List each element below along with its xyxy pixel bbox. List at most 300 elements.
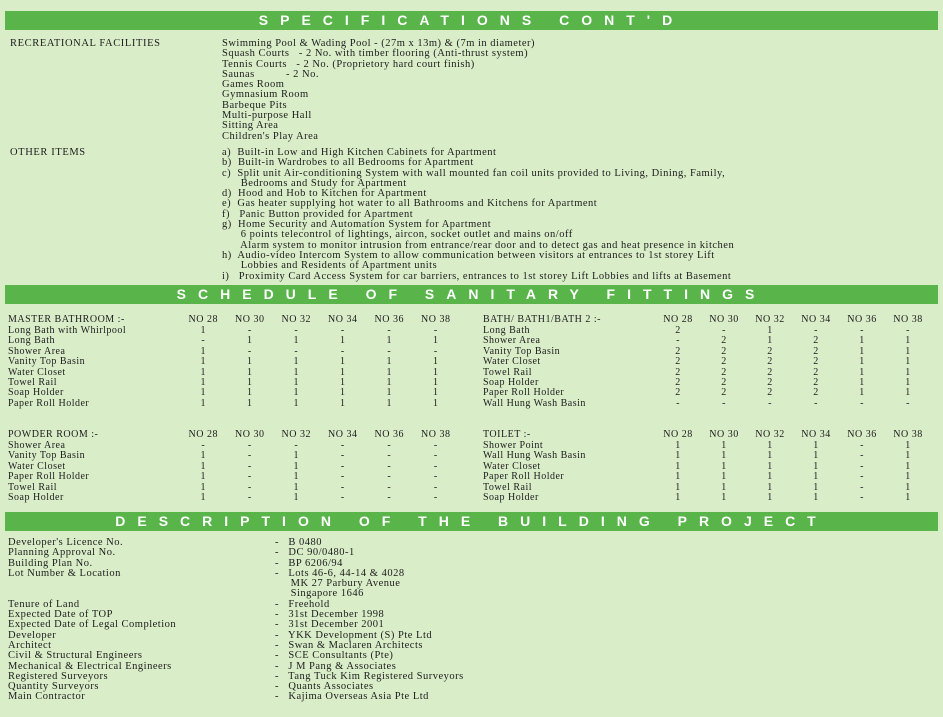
column-header: NO 28 xyxy=(663,429,693,440)
fitting-quantity: 1 xyxy=(767,325,773,336)
recreational-facility-item: Saunas - 2 No. xyxy=(222,68,319,80)
fitting-quantity: 1 xyxy=(721,481,727,493)
fitting-quantity: - xyxy=(340,325,345,336)
fitting-quantity: 2 xyxy=(767,366,773,378)
fitting-quantity: 1 xyxy=(200,491,206,503)
fitting-quantity: - xyxy=(387,491,392,503)
other-item: Bedrooms and Study for Apartment xyxy=(222,177,407,189)
fitting-quantity: - xyxy=(340,471,345,483)
recreational-facility-item: Squash Courts - 2 No. with timber flooring (Anti-thrust system) xyxy=(222,48,529,60)
column-header: NO 36 xyxy=(847,314,877,325)
fitting-quantity: 1 xyxy=(767,491,773,503)
column-header: NO 34 xyxy=(801,429,831,440)
fitting-quantity: - xyxy=(722,397,726,409)
column-header: NO 28 xyxy=(663,314,693,325)
project-field-label xyxy=(8,579,176,589)
fitting-quantity: 2 xyxy=(767,345,773,357)
fitting-quantity: 1 xyxy=(293,481,299,493)
fitting-quantity: 1 xyxy=(767,471,773,483)
other-items-label: OTHER ITEMS xyxy=(10,147,86,158)
fitting-quantity: 2 xyxy=(675,387,681,399)
table-row xyxy=(8,472,473,482)
powder-room-table xyxy=(8,428,473,503)
fitting-quantity: 1 xyxy=(200,356,206,368)
fitting-quantity: 1 xyxy=(859,345,865,357)
fitting-quantity: 1 xyxy=(675,481,681,493)
fitting-quantity: 1 xyxy=(721,491,727,503)
fitting-name: Towel Rail xyxy=(8,376,58,388)
fitting-quantity: - xyxy=(387,450,392,462)
column-header: NO 38 xyxy=(421,314,451,325)
table-row xyxy=(483,357,938,367)
project-field-value: - Kajima Overseas Asia Pte Ltd xyxy=(275,691,429,703)
column-header: NO 36 xyxy=(374,314,404,325)
column-header: NO 30 xyxy=(235,314,265,325)
table-row xyxy=(8,357,473,367)
fitting-quantity: 1 xyxy=(200,397,206,409)
fitting-quantity: 1 xyxy=(200,481,206,493)
fitting-quantity: 2 xyxy=(721,335,727,347)
fitting-quantity: 1 xyxy=(721,440,727,451)
fitting-name: Soap Holder xyxy=(8,491,64,503)
fitting-quantity: 1 xyxy=(340,335,346,347)
project-field-label: Building Plan No. xyxy=(8,557,93,569)
fitting-quantity: 1 xyxy=(905,450,911,462)
fitting-quantity: 2 xyxy=(675,356,681,368)
table-row xyxy=(8,399,473,409)
fitting-quantity: 1 xyxy=(200,325,206,336)
other-item: a) Built-in Low and High Kitchen Cabinets for Apartment xyxy=(222,147,497,158)
table-row xyxy=(483,451,938,461)
fitting-quantity: 1 xyxy=(813,471,819,483)
column-header: NO 38 xyxy=(421,429,451,440)
fitting-quantity: 1 xyxy=(859,387,865,399)
table-row xyxy=(483,399,938,409)
fitting-quantity: 2 xyxy=(813,376,819,388)
fitting-quantity: 1 xyxy=(675,471,681,483)
fitting-quantity: 1 xyxy=(905,356,911,368)
fitting-name: Wall Hung Wash Basin xyxy=(483,397,586,409)
fitting-quantity: - xyxy=(860,491,864,503)
recreational-facility-item: Tennis Courts - 2 No. (Proprietory hard court finish) xyxy=(222,58,475,70)
fitting-quantity: - xyxy=(387,460,392,472)
fitting-name: Towel Rail xyxy=(8,481,58,493)
fitting-quantity: 2 xyxy=(721,345,727,357)
fitting-quantity: - xyxy=(340,460,345,472)
fitting-quantity: - xyxy=(860,460,864,472)
fitting-quantity: 1 xyxy=(247,397,253,409)
fitting-quantity: 2 xyxy=(675,376,681,388)
section-band-building-project: DESCRIPTION OF THE BUILDING PROJECT xyxy=(5,512,938,531)
project-field-value: MK 27 Parbury Avenue xyxy=(275,578,401,590)
table-title: POWDER ROOM :- xyxy=(8,429,99,440)
column-header: NO 32 xyxy=(755,429,785,440)
fitting-quantity: 1 xyxy=(293,335,299,347)
fitting-name: Long Bath xyxy=(483,325,530,336)
fitting-quantity: 1 xyxy=(859,335,865,347)
recreational-facility-item: Swimming Pool & Wading Pool - (27m x 13m) & (7m in diameter) xyxy=(222,38,536,49)
fitting-quantity: 1 xyxy=(386,366,392,378)
other-item: f) Panic Button provided for Apartment xyxy=(222,208,414,220)
column-header: NO 32 xyxy=(755,314,785,325)
fitting-quantity: - xyxy=(814,397,818,409)
fitting-quantity: 1 xyxy=(247,335,253,347)
fitting-quantity: - xyxy=(676,335,680,347)
column-header: NO 38 xyxy=(893,429,923,440)
fitting-quantity: 2 xyxy=(813,356,819,368)
fitting-quantity: 2 xyxy=(767,376,773,388)
project-field-label: Lot Number & Location xyxy=(8,567,121,579)
fitting-quantity: 1 xyxy=(293,387,299,399)
column-header: NO 34 xyxy=(328,314,358,325)
fitting-quantity: 1 xyxy=(386,397,392,409)
fitting-quantity: - xyxy=(247,491,252,503)
fitting-quantity: - xyxy=(433,491,438,503)
fitting-quantity: 2 xyxy=(813,345,819,357)
fitting-quantity: - xyxy=(340,345,345,357)
project-field-label: Architect xyxy=(8,639,52,651)
fitting-quantity: 1 xyxy=(767,335,773,347)
project-field-value: - Tang Tuck Kim Registered Surveyors xyxy=(275,670,464,682)
fitting-name: Soap Holder xyxy=(8,387,64,399)
fitting-quantity: 1 xyxy=(386,376,392,388)
fitting-quantity: - xyxy=(294,440,299,451)
fitting-quantity: 2 xyxy=(813,387,819,399)
fitting-quantity: 1 xyxy=(433,335,439,347)
fitting-quantity: 1 xyxy=(813,450,819,462)
fitting-quantity: - xyxy=(906,397,910,409)
other-item: g) Home Security and Automation System for Apartment xyxy=(222,219,492,231)
project-field-label: Quantity Surveyors xyxy=(8,681,99,693)
fitting-quantity: - xyxy=(860,440,864,451)
project-field-value: - SCE Consultants (Pte) xyxy=(275,650,394,662)
fitting-quantity: 1 xyxy=(813,491,819,503)
table-row xyxy=(483,493,938,503)
fitting-quantity: 1 xyxy=(905,491,911,503)
fitting-quantity: 1 xyxy=(905,345,911,357)
project-field-value: - Swan & Maclaren Architects xyxy=(275,639,423,651)
fitting-name: Paper Roll Holder xyxy=(8,397,90,409)
table-row xyxy=(8,493,473,503)
section-band-specifications: SPECIFICATIONS CONT'D xyxy=(5,11,938,30)
fitting-name: Vanity Top Basin xyxy=(483,345,561,357)
fitting-quantity: - xyxy=(247,345,252,357)
fitting-name: Water Closet xyxy=(483,356,541,368)
fitting-quantity: 1 xyxy=(433,376,439,388)
fitting-quantity: 1 xyxy=(767,481,773,493)
table-row xyxy=(8,368,473,378)
fitting-quantity: 1 xyxy=(767,450,773,462)
fitting-quantity: - xyxy=(201,440,206,451)
table-title: TOILET :- xyxy=(483,429,531,440)
fitting-name: Towel Rail xyxy=(483,366,533,378)
table-row xyxy=(8,483,473,493)
fitting-quantity: 1 xyxy=(293,450,299,462)
fitting-quantity: - xyxy=(340,450,345,462)
fitting-quantity: 1 xyxy=(905,471,911,483)
fitting-quantity: 2 xyxy=(767,356,773,368)
fitting-name: Paper Roll Holder xyxy=(483,387,565,399)
fitting-name: Wall Hung Wash Basin xyxy=(483,450,586,462)
fitting-name: Shower Area xyxy=(483,335,541,347)
fitting-quantity: 1 xyxy=(433,387,439,399)
fitting-quantity: - xyxy=(387,471,392,483)
fitting-name: Shower Point xyxy=(483,440,544,451)
fitting-quantity: - xyxy=(814,325,818,336)
table-header xyxy=(8,428,473,441)
fitting-quantity: 1 xyxy=(340,397,346,409)
project-field-value: Singapore 1646 xyxy=(275,588,364,600)
fitting-quantity: - xyxy=(247,325,252,336)
fitting-quantity: - xyxy=(722,325,726,336)
table-header xyxy=(483,313,938,326)
fitting-quantity: 1 xyxy=(721,450,727,462)
fitting-name: Paper Roll Holder xyxy=(483,471,565,483)
project-field-label: Developer xyxy=(8,629,57,641)
fitting-quantity: 1 xyxy=(905,376,911,388)
fitting-quantity: - xyxy=(247,471,252,483)
fitting-name: Shower Area xyxy=(8,440,66,451)
fitting-quantity: 1 xyxy=(293,460,299,472)
fitting-quantity: 1 xyxy=(905,481,911,493)
fitting-quantity: 1 xyxy=(247,387,253,399)
fitting-quantity: - xyxy=(201,335,206,347)
fitting-quantity: 1 xyxy=(293,376,299,388)
fitting-quantity: 2 xyxy=(767,387,773,399)
fitting-quantity: - xyxy=(860,450,864,462)
fitting-quantity: - xyxy=(387,440,392,451)
fitting-quantity: - xyxy=(387,325,392,336)
other-item: h) Audio-video Intercom System to allow communication between visitors at entrances to 1st storey Lift xyxy=(222,249,715,261)
fitting-quantity: - xyxy=(433,325,438,336)
fitting-name: Shower Area xyxy=(8,345,66,357)
table-row xyxy=(483,472,938,482)
other-item: Alarm system to monitor intrusion from entrance/rear door and to detect gas and heat presence in kitchen xyxy=(222,239,735,251)
fitting-quantity: 1 xyxy=(767,460,773,472)
recreational-facility-item: Games Room xyxy=(222,79,285,91)
fitting-quantity: 1 xyxy=(247,356,253,368)
project-field-label: Developer's Licence No. xyxy=(8,537,124,548)
fitting-quantity: 1 xyxy=(200,450,206,462)
column-header: NO 30 xyxy=(709,429,739,440)
fitting-quantity: 1 xyxy=(813,440,819,451)
fitting-quantity: 1 xyxy=(859,376,865,388)
fitting-quantity: 1 xyxy=(340,356,346,368)
project-field-label: Tenure of Land xyxy=(8,598,80,610)
column-header: NO 30 xyxy=(709,314,739,325)
fitting-quantity: 1 xyxy=(200,387,206,399)
project-field-value: - YKK Development (S) Pte Ltd xyxy=(275,629,433,641)
fitting-quantity: 2 xyxy=(813,366,819,378)
fitting-quantity: - xyxy=(247,481,252,493)
fitting-quantity: 1 xyxy=(386,387,392,399)
fitting-quantity: 1 xyxy=(200,471,206,483)
table-header xyxy=(483,428,938,441)
fitting-quantity: 1 xyxy=(905,335,911,347)
fitting-quantity: 1 xyxy=(675,460,681,472)
fitting-quantity: 1 xyxy=(200,345,206,357)
fitting-quantity: 1 xyxy=(293,491,299,503)
table-row xyxy=(8,326,473,336)
fitting-quantity: 1 xyxy=(293,356,299,368)
fitting-name: Water Closet xyxy=(8,460,66,472)
fitting-name: Water Closet xyxy=(8,366,66,378)
fitting-quantity: 1 xyxy=(293,471,299,483)
fitting-quantity: 2 xyxy=(675,325,681,336)
project-field-label: Main Contractor xyxy=(8,691,86,703)
fitting-quantity: 1 xyxy=(813,481,819,493)
project-field-label: Registered Surveyors xyxy=(8,670,109,682)
fitting-quantity: - xyxy=(294,325,299,336)
fitting-quantity: 1 xyxy=(813,460,819,472)
table-row xyxy=(483,368,938,378)
fitting-quantity: 1 xyxy=(433,366,439,378)
fitting-quantity: - xyxy=(387,345,392,357)
fitting-quantity: 1 xyxy=(340,366,346,378)
fitting-quantity: 1 xyxy=(433,356,439,368)
fitting-quantity: 1 xyxy=(859,356,865,368)
recreational-facility-item: Multi-purpose Hall xyxy=(222,110,312,122)
fitting-quantity: 1 xyxy=(200,460,206,472)
column-header: NO 32 xyxy=(281,314,311,325)
project-labels xyxy=(8,538,176,703)
column-header: NO 34 xyxy=(801,314,831,325)
fitting-quantity: - xyxy=(340,481,345,493)
fitting-quantity: - xyxy=(294,345,299,357)
other-item: 6 points telecontrol of lightings, aircon, socket outlet and mains on/off xyxy=(222,229,573,241)
project-field-label: Mechanical & Electrical Engineers xyxy=(8,660,172,672)
project-field-value: - J M Pang & Associates xyxy=(275,660,397,672)
fitting-quantity: 1 xyxy=(675,491,681,503)
fitting-quantity: - xyxy=(433,471,438,483)
recreational-facility-item: Sitting Area xyxy=(222,120,279,132)
fitting-quantity: 1 xyxy=(721,471,727,483)
table-row xyxy=(8,451,473,461)
other-item: d) Hood and Hob to Kitchen for Apartment xyxy=(222,188,427,200)
fitting-name: Long Bath xyxy=(8,335,55,347)
fitting-quantity: - xyxy=(860,471,864,483)
table-row xyxy=(8,336,473,346)
project-field-value: - Freehold xyxy=(275,598,330,610)
column-header: NO 28 xyxy=(188,429,218,440)
fitting-quantity: 1 xyxy=(859,366,865,378)
other-item: c) Split unit Air-conditioning System with wall mounted fan coil units provided to Living, Dining, Family, xyxy=(222,167,726,179)
fitting-quantity: 2 xyxy=(721,356,727,368)
fitting-quantity: 1 xyxy=(675,450,681,462)
project-field-label: Expected Date of TOP xyxy=(8,609,113,621)
fitting-quantity: 1 xyxy=(905,440,911,451)
fitting-quantity: 1 xyxy=(200,366,206,378)
fitting-quantity: 1 xyxy=(675,440,681,451)
fitting-quantity: 1 xyxy=(247,366,253,378)
fitting-quantity: 1 xyxy=(293,366,299,378)
column-header: NO 34 xyxy=(328,429,358,440)
fitting-quantity: 1 xyxy=(340,387,346,399)
fitting-quantity: - xyxy=(247,440,252,451)
fitting-quantity: 1 xyxy=(386,356,392,368)
section-band-sanitary-fittings: SCHEDULE OF SANITARY FITTINGS xyxy=(5,285,938,304)
column-header: NO 28 xyxy=(188,314,218,325)
column-header: NO 36 xyxy=(847,429,877,440)
table-row xyxy=(8,378,473,388)
master-bathroom-table xyxy=(8,313,473,409)
fitting-quantity: - xyxy=(433,440,438,451)
project-field-value: - BP 6206/94 xyxy=(275,557,343,569)
fitting-quantity: - xyxy=(433,345,438,357)
fitting-quantity: 2 xyxy=(675,345,681,357)
other-item: b) Built-in Wardrobes to all Bedrooms for Apartment xyxy=(222,157,474,169)
recreational-facilities-label: RECREATIONAL FACILITIES xyxy=(10,38,161,49)
recreational-facility-item: Children's Play Area xyxy=(222,130,319,142)
fitting-quantity: 1 xyxy=(767,440,773,451)
fitting-quantity: 1 xyxy=(293,397,299,409)
other-item: Lobbies and Residents of Apartment units xyxy=(222,260,438,272)
fitting-quantity: - xyxy=(387,481,392,493)
fitting-quantity: 1 xyxy=(905,460,911,472)
fitting-quantity: 1 xyxy=(433,397,439,409)
bath-table xyxy=(483,313,938,409)
column-header: NO 36 xyxy=(374,429,404,440)
recreational-facility-item: Barbeque Pits xyxy=(222,99,288,111)
project-field-label: Civil & Structural Engineers xyxy=(8,650,143,662)
fitting-quantity: - xyxy=(433,460,438,472)
fitting-name: Vanity Top Basin xyxy=(8,450,86,462)
fitting-name: Soap Holder xyxy=(483,376,539,388)
fitting-quantity: 1 xyxy=(386,335,392,347)
fitting-quantity: - xyxy=(340,491,345,503)
project-values xyxy=(275,538,464,703)
fitting-name: Paper Roll Holder xyxy=(8,471,90,483)
column-header: NO 30 xyxy=(235,429,265,440)
project-field-value: - Quants Associates xyxy=(275,681,374,693)
table-row xyxy=(483,483,938,493)
fitting-quantity: 2 xyxy=(813,335,819,347)
table-row xyxy=(483,347,938,357)
fitting-quantity: - xyxy=(433,450,438,462)
column-header: NO 38 xyxy=(893,314,923,325)
project-field-value: - DC 90/0480-1 xyxy=(275,547,355,559)
fitting-quantity: 2 xyxy=(721,387,727,399)
fitting-quantity: - xyxy=(433,481,438,493)
fitting-quantity: - xyxy=(676,397,680,409)
project-field-label: Expected Date of Legal Completion xyxy=(8,619,177,631)
fitting-quantity: 1 xyxy=(340,376,346,388)
fitting-quantity: 2 xyxy=(721,376,727,388)
other-items-list xyxy=(222,148,734,282)
fitting-quantity: 1 xyxy=(905,387,911,399)
recreational-facility-item: Gymnasium Room xyxy=(222,89,309,101)
fitting-quantity: 1 xyxy=(905,366,911,378)
fitting-name: Long Bath with Whirlpool xyxy=(8,325,127,336)
fitting-quantity: - xyxy=(860,325,864,336)
other-item: e) Gas heater supplying hot water to all Bathrooms and Kitchens for Apartment xyxy=(222,198,598,210)
fitting-quantity: - xyxy=(906,325,910,336)
fitting-quantity: - xyxy=(247,460,252,472)
toilet-table xyxy=(483,428,938,503)
table-title: BATH/ BATH1/BATH 2 :- xyxy=(483,314,602,325)
fitting-quantity: 1 xyxy=(200,376,206,388)
fitting-quantity: - xyxy=(340,440,345,451)
fitting-name: Water Closet xyxy=(483,460,541,472)
project-field-label: Planning Approval No. xyxy=(8,547,116,559)
table-title: MASTER BATHROOM :- xyxy=(8,314,125,325)
fitting-name: Soap Holder xyxy=(483,491,539,503)
fitting-name: Vanity Top Basin xyxy=(8,356,86,368)
project-field-value: - 31st December 2001 xyxy=(275,619,385,631)
project-field-value: - B 0480 xyxy=(275,537,322,548)
fitting-name: Towel Rail xyxy=(483,481,533,493)
fitting-quantity: - xyxy=(860,397,864,409)
